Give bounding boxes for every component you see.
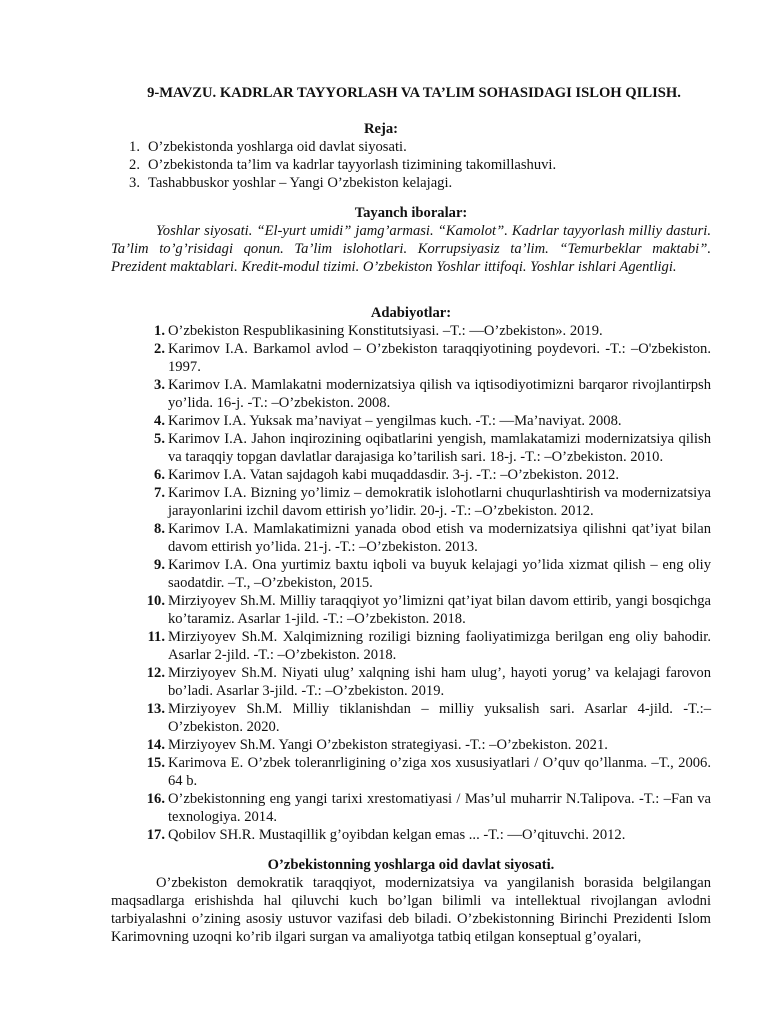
- policy-section: [111, 856, 711, 946]
- reference-item: [111, 826, 711, 844]
- plan-item: [111, 138, 711, 156]
- reference-text: Mirziyoyev Sh.M. Xalqimizning roziligi bizning faoliyatimizga berilgan eng oliy bahodir. Asarlar 2-jild. -T.: –O’zbekiston. 2018.: [168, 629, 711, 663]
- plan-item-text: O’zbekistonda ta’lim va kadrlar tayyorlash tizimining takomillashuvi.: [148, 157, 557, 173]
- reference-text: Karimov I.A. Yuksak ma’naviyat – yengilmas kuch. -T.: —Ma’naviyat. 2008.: [168, 413, 622, 429]
- plan-item-number: 2.: [129, 157, 140, 173]
- keywords-text: Yoshlar siyosati. “El-yurt umidi” jamg’armasi. “Kamolot”. Kadrlar tayyorlash milliy dasturi. Ta’lim to’g’risidagi qonun. Ta’lim islohotlari. Korrupsiyasiz ta’lim. “Temurbeklar maktabi”. Prezident maktablari. Kredit-modul tizimi. O’zbekiston Yoshlar ittifoqi. Yoshlar ishlari Agentligi.: [111, 223, 711, 275]
- plan-item-text: O’zbekistonda yoshlarga oid davlat siyosati.: [148, 139, 407, 155]
- reference-item: [111, 754, 711, 790]
- reference-number: 12.: [146, 665, 165, 681]
- reference-text: Karimov I.A. Mamlakatimizni yanada obod etish va modernizatsiya qilishni qat’iyat bilan davom ettirish yo’lida. 21-j. -T.: –O’zbekiston. 2013.: [168, 521, 711, 555]
- reference-text: Karimov I.A. Barkamol avlod – O’zbekiston taraqqiyotining poydevori. -T.: –O'zbekiston. 1997.: [168, 341, 711, 375]
- plan-item-number: 1.: [129, 139, 140, 155]
- reference-item: [111, 520, 711, 556]
- plan-item: [111, 174, 711, 192]
- reference-item: [111, 556, 711, 592]
- reference-item: [111, 322, 711, 340]
- reference-text: Mirziyoyev Sh.M. Milliy tiklanishdan – milliy yuksalish sari. Asarlar 4-jild. -T.:–O’zbekiston. 2020.: [168, 701, 711, 735]
- keywords-heading: Tayanch iboralar:: [354, 205, 468, 221]
- plan-section: [111, 120, 711, 192]
- reference-item: [111, 700, 711, 736]
- reference-text: Karimov I.A. Bizning yo’limiz – demokratik islohotlarni chuqurlashtirish va modernizatsiya jarayonlarini izchil davom ettirish yo’lidir. 20-j. -T.: –O’zbekiston. 2012.: [168, 485, 711, 519]
- reference-number: 11.: [147, 629, 165, 645]
- reference-number: 7.: [154, 485, 165, 501]
- reference-number: 6.: [154, 467, 165, 483]
- reference-number: 16.: [146, 791, 165, 807]
- reference-number: 14.: [146, 737, 165, 753]
- reference-item: [111, 484, 711, 520]
- reference-text: Karimov I.A. Jahon inqirozining oqibatlarini yengish, mamlakatamizi modernizatsiya qilish va taraqqiy topgan davlatlar darajasiga ko’tarilish sari. 18-j. -T.: –O’zbekiston. 2010.: [168, 431, 711, 465]
- references-section: [111, 304, 711, 844]
- reference-text: O’zbekistonning eng yangi tarixi xrestomatiyasi / Mas’ul muharrir N.Talipova. -T.: –Fan va texnologiya. 2014.: [168, 791, 711, 825]
- document-title: 9-MAVZU. KADRLAR TAYYORLASH VA TA’LIM SOHASIDAGI ISLOH QILISH.: [147, 85, 681, 101]
- reference-item: [111, 376, 711, 412]
- reference-number: 15.: [146, 755, 165, 771]
- reference-number: 10.: [146, 593, 165, 609]
- reference-item: [111, 430, 711, 466]
- reference-item: [111, 592, 711, 628]
- reference-text: Karimov I.A. Vatan sajdagoh kabi muqaddasdir. 3-j. -T.: –O’zbekiston. 2012.: [168, 467, 619, 483]
- reference-text: Mirziyoyev Sh.M. Niyati ulug’ xalqning ishi ham ulug’, hayoti yorug’ va kelajagi farovon bo’ladi. Asarlar 3-jild. -T.: –O’zbekiston. 2019.: [168, 665, 711, 699]
- reference-number: 3.: [154, 377, 165, 393]
- reference-number: 2.: [154, 341, 165, 357]
- reference-text: Mirziyoyev Sh.M. Milliy taraqqiyot yo’limizni qat’iyat bilan davom ettirib, yangi bosqichga ko’taramiz. Asarlar 1-jild. -T.: –O’zbekiston. 2018.: [168, 593, 711, 627]
- reference-text: Qobilov SH.R. Mustaqillik g’oyibdan kelgan emas ... -T.: —O’qituvchi. 2012.: [168, 827, 626, 843]
- plan-item-text: Tashabbuskor yoshlar – Yangi O’zbekiston kelajagi.: [148, 175, 453, 191]
- section-paragraph: O’zbekiston demokratik taraqqiyot, modernizatsiya va yangilanish borasida belgilangan maqsadlarga erishishda hal qiluvchi kuch bo’lgan bilimli va intellektual rivojlangan avlodni tarbiyalashni o’zining asosiy ustuvor vazifasi deb biladi. O’zbekistonning Birinchi Prezidenti Islom Karimovning uzoqni ko’rib ilgari surgan va amaliyotga tatbiq etilgan konseptual g’oyalari,: [111, 875, 711, 945]
- reference-number: 5.: [154, 431, 165, 447]
- plan-heading: Reja:: [363, 121, 399, 137]
- reference-text: Karimova E. O’zbek toleranrligining o’ziga xos xususiyatlari / O’quv qo’llanma. –T., 2006. 64 b.: [168, 755, 711, 789]
- reference-text: Karimov I.A. Ona yurtimiz baxtu iqboli va buyuk kelajagi yo’lida xizmat qilish – eng oliy saodatdir. –T., –O’zbekiston, 2015.: [168, 557, 711, 591]
- reference-number: 13.: [146, 701, 165, 717]
- reference-text: Mirziyoyev Sh.M. Yangi O’zbekiston strategiyasi. -T.: –O’zbekiston. 2021.: [168, 737, 608, 753]
- reference-text: O’zbekiston Respublikasining Konstitutsiyasi. –T.: —O’zbekiston». 2019.: [168, 323, 603, 339]
- reference-number: 9.: [154, 557, 165, 573]
- keywords-section: [111, 204, 711, 276]
- plan-list: [111, 138, 711, 192]
- reference-item: [111, 340, 711, 376]
- plan-item-number: 3.: [129, 175, 140, 191]
- reference-number: 17.: [146, 827, 165, 843]
- section-heading: O’zbekistonning yoshlarga oid davlat siyosati.: [267, 857, 555, 873]
- references-heading: Adabiyotlar:: [370, 305, 452, 321]
- reference-item: [111, 628, 711, 664]
- reference-item: [111, 412, 711, 430]
- reference-number: 1.: [154, 323, 165, 339]
- reference-number: 8.: [154, 521, 165, 537]
- plan-item: [111, 156, 711, 174]
- references-list: [111, 322, 711, 844]
- reference-item: [111, 664, 711, 700]
- reference-number: 4.: [154, 413, 165, 429]
- reference-item: [111, 790, 711, 826]
- reference-item: [111, 466, 711, 484]
- reference-text: Karimov I.A. Mamlakatni modernizatsiya qilish va iqtisodiyotimizni barqaror rivojlantirpsh yo’lida. 16-j. -T.: –O’zbekiston. 2008.: [168, 377, 711, 411]
- reference-item: [111, 736, 711, 754]
